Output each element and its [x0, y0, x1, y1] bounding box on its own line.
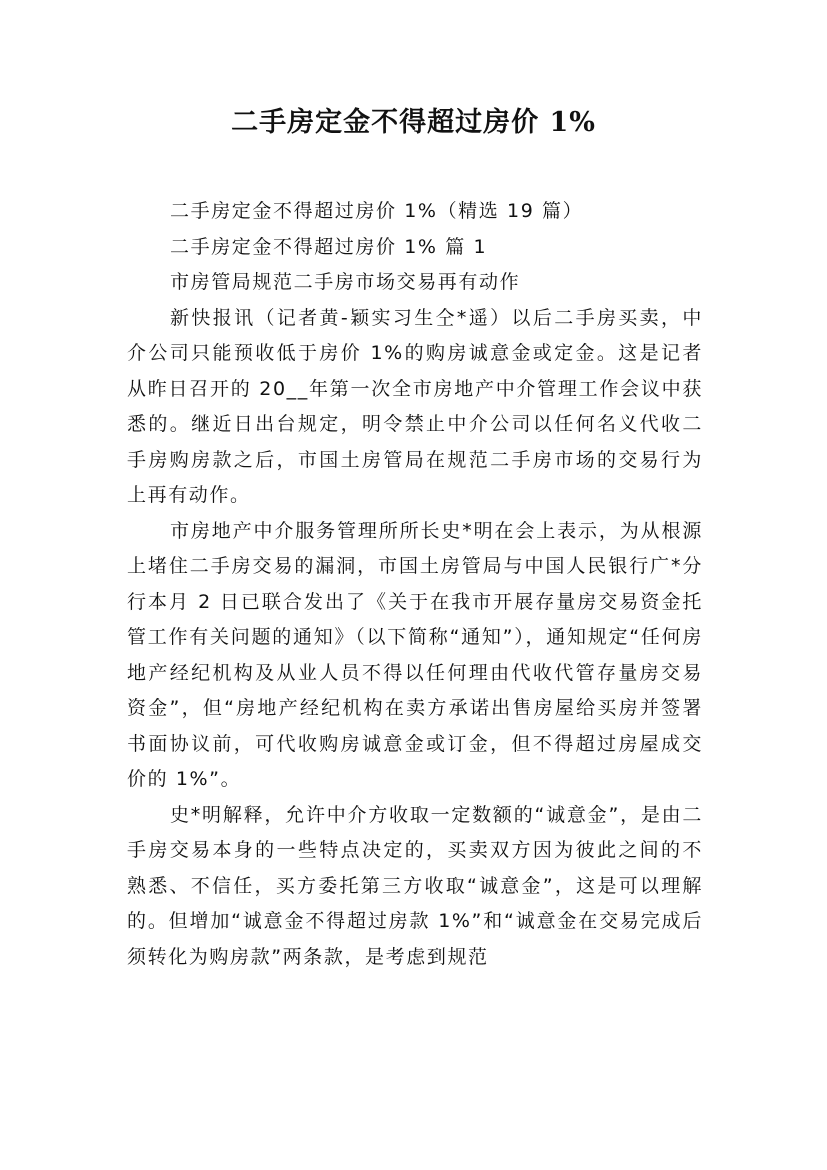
section-heading: 二手房定金不得超过房价 1% 篇 1 [170, 235, 488, 258]
subtitle-line: 二手房定金不得超过房价 1%（精选 19 篇） [170, 200, 584, 222]
paragraph: 史*明解释，允许中介方收取一定数额的“诚意金”，是由二手房交易本身的一些特点决定的，买卖双方因为彼此之间的不熟悉、不信任，买方委托第三方收取“诚意金”，这是可以理解的。但增加“诚意金不得超过房款 1%”和“诚意金在交易完成后须转化为购房款”两条款，是考虑到规范 [127, 803, 703, 968]
document-body [127, 194, 703, 975]
document-title: 二手房定金不得超过房价 1% [231, 107, 596, 138]
article-headline: 市房管局规范二手房市场交易再有动作 [170, 271, 521, 293]
paragraph: 新快报讯（记者黄-颖实习生仝*遥）以后二手房买卖，中介公司只能预收低于房价 1%的购房诚意金或定金。这是记者从昨日召开的 20__年第一次全市房地产中介管理工作会议中获悉的。继近日出台规定，明令禁止中介公司以任何名义代收二手房购房款之后，市国土房管局在规范二手房市场的交易行为上再有动作。 [127, 306, 703, 506]
paragraph: 市房地产中介服务管理所所长史*明在会上表示，为从根源上堵住二手房交易的漏洞，市国土房管局与中国人民银行广*分行本月 2 日已联合发出了《关于在我市开展存量房交易资金托管工作有关问题的通知》（以下简称“通知”），通知规定“任何房地产经纪机构及从业人员不得以任何理由代收代管存量房交易资金”，但“房地产经纪机构在卖方承诺出售房屋给买房并签署书面协议前，可代收购房诚意金或订金，但不得超过房屋成交价的 1%”。 [127, 519, 703, 790]
